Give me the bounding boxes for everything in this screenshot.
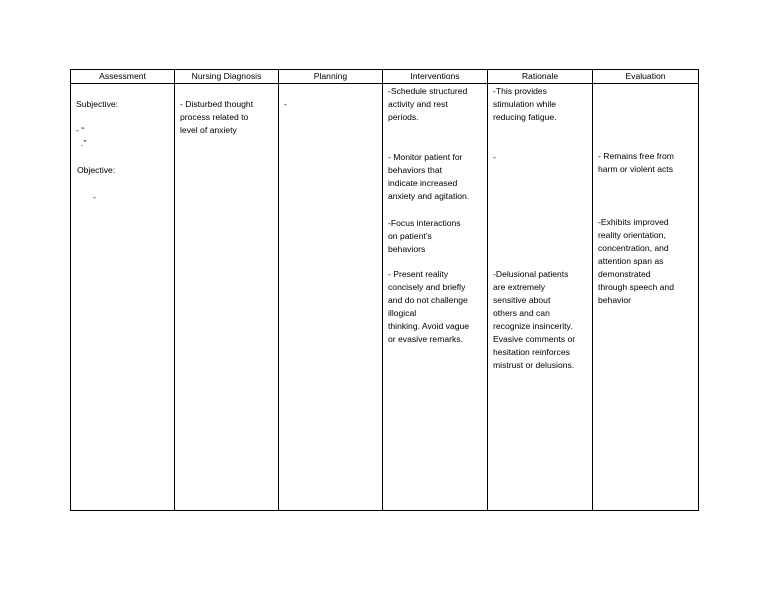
rationale-item: -Delusional patients are extremely sensitive about others and can recognize insincerity. Evasive comments or hesitation reinforces mistrust or delusions. [493, 269, 576, 370]
content-row [71, 84, 699, 511]
objective-label: Objective: [77, 165, 116, 175]
evaluation-item: -Exhibits improved reality orientation, concentration, and attention span as demonstrated through speech and behavior [598, 217, 674, 305]
assessment-cell [71, 84, 175, 511]
evaluation-item: - Remains free from harm or violent acts [598, 151, 674, 174]
subjective-label: Subjective: [76, 99, 119, 109]
planning-cell [279, 84, 383, 511]
intervention-item: -Schedule structured activity and rest periods. [388, 86, 468, 122]
interventions-cell [383, 84, 488, 511]
intervention-item: - Present reality concisely and briefly and do not challenge illogical thinking. Avoid vague or evasive remarks. [388, 269, 470, 344]
header-evaluation: Evaluation [593, 70, 699, 84]
rationale-item: -This provides stimulation while reducing fatigue. [493, 86, 557, 122]
nursing-care-plan-table [70, 69, 699, 511]
rationale-item: - [493, 152, 496, 162]
subjective-quote-open: - “ [76, 125, 85, 135]
header-row [71, 70, 699, 84]
subjective-quote-close: .” [81, 138, 87, 148]
diagnosis-text: - Disturbed thought process related to level of anxiety [180, 99, 254, 135]
header-assessment: Assessment [71, 70, 175, 84]
rationale-cell [488, 84, 593, 511]
evaluation-cell [593, 84, 699, 511]
header-planning: Planning [279, 70, 383, 84]
intervention-item: -Focus interactions on patient’s behaviors [388, 218, 461, 254]
planning-text: - [284, 99, 287, 109]
header-interventions: Interventions [383, 70, 488, 84]
header-rationale: Rationale [488, 70, 593, 84]
objective-dash: - [93, 192, 96, 202]
intervention-item: - Monitor patient for behaviors that indicate increased anxiety and agitation. [388, 152, 470, 201]
header-nursing-diagnosis: Nursing Diagnosis [175, 70, 279, 84]
diagnosis-cell [175, 84, 279, 511]
